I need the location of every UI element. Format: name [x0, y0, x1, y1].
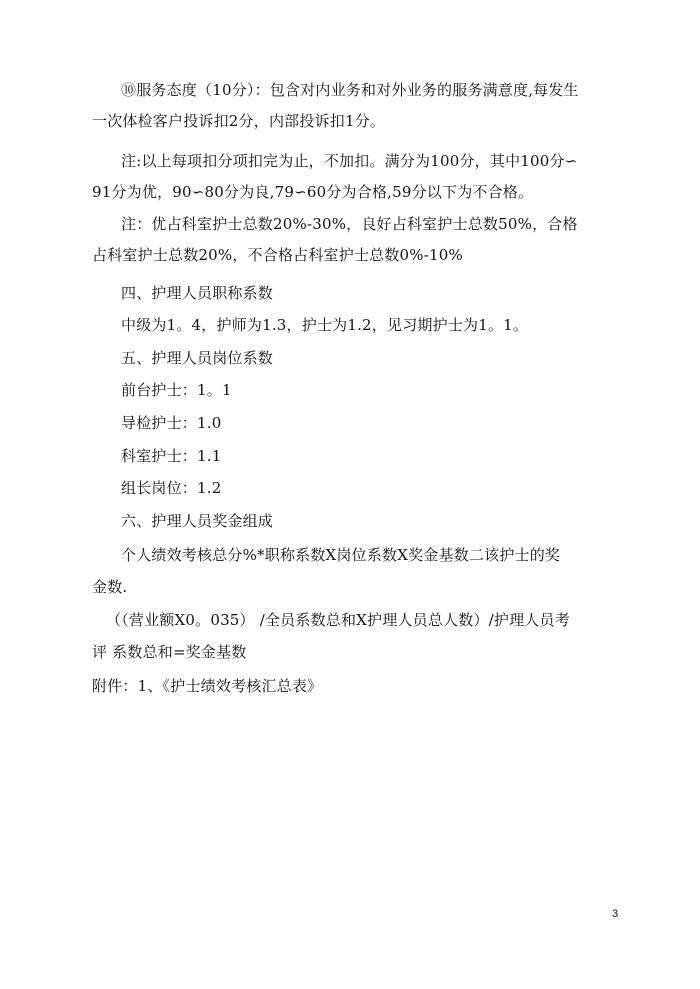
list-item: 导检护士：1.0 — [121, 414, 222, 432]
paragraph-line: 占科室护士总数20%，不合格占科室护士总数0%-10% — [92, 246, 463, 264]
paragraph-line: 中级为1。4，护师为1.3，护士为1.2，见习期护士为1。1。 — [121, 316, 529, 334]
page-number: 3 — [612, 908, 619, 920]
section-heading: 四、护理人员职称系数 — [121, 284, 274, 302]
paragraph-line: 注:以上每项扣分项扣完为止，不加扣。满分为100分，其中100分∽ — [121, 152, 578, 170]
paragraph-line: 注：优占科室护士总数20%-30%，良好占科室护士总数50%，合格 — [121, 215, 578, 233]
paragraph-line: 金数. — [92, 578, 128, 596]
list-item: 组长岗位：1.2 — [121, 479, 222, 497]
section-heading: 五、护理人员岗位系数 — [121, 349, 274, 367]
attachment-line: 附件：1、《护士绩效考核汇总表》 — [92, 677, 323, 695]
paragraph-line: 个人绩效考核总分%*职称系数X岗位系数X奖金基数二该护士的奖 — [121, 546, 561, 564]
list-item: 科室护士：1.1 — [121, 447, 222, 465]
paragraph-line: （（营业额X0。035） /全员系数总和X护理人员总人数）/护理人员考 — [106, 611, 570, 629]
paragraph-line: 一次体检客户投诉扣2分，内部投诉扣1分。 — [92, 112, 386, 130]
paragraph-line: ⑩服务态度（10分）：包含对内业务和对外业务的服务满意度,每发生 — [121, 81, 579, 99]
section-heading: 六、护理人员奖金组成 — [121, 512, 274, 530]
list-item: 前台护士：1。1 — [121, 381, 232, 399]
paragraph-line: 91分为优，90∽80分为良,79∽60分为合格,59分以下为不合格。 — [92, 183, 534, 201]
paragraph-line: 评 系数总和=奖金基数 — [92, 643, 247, 661]
